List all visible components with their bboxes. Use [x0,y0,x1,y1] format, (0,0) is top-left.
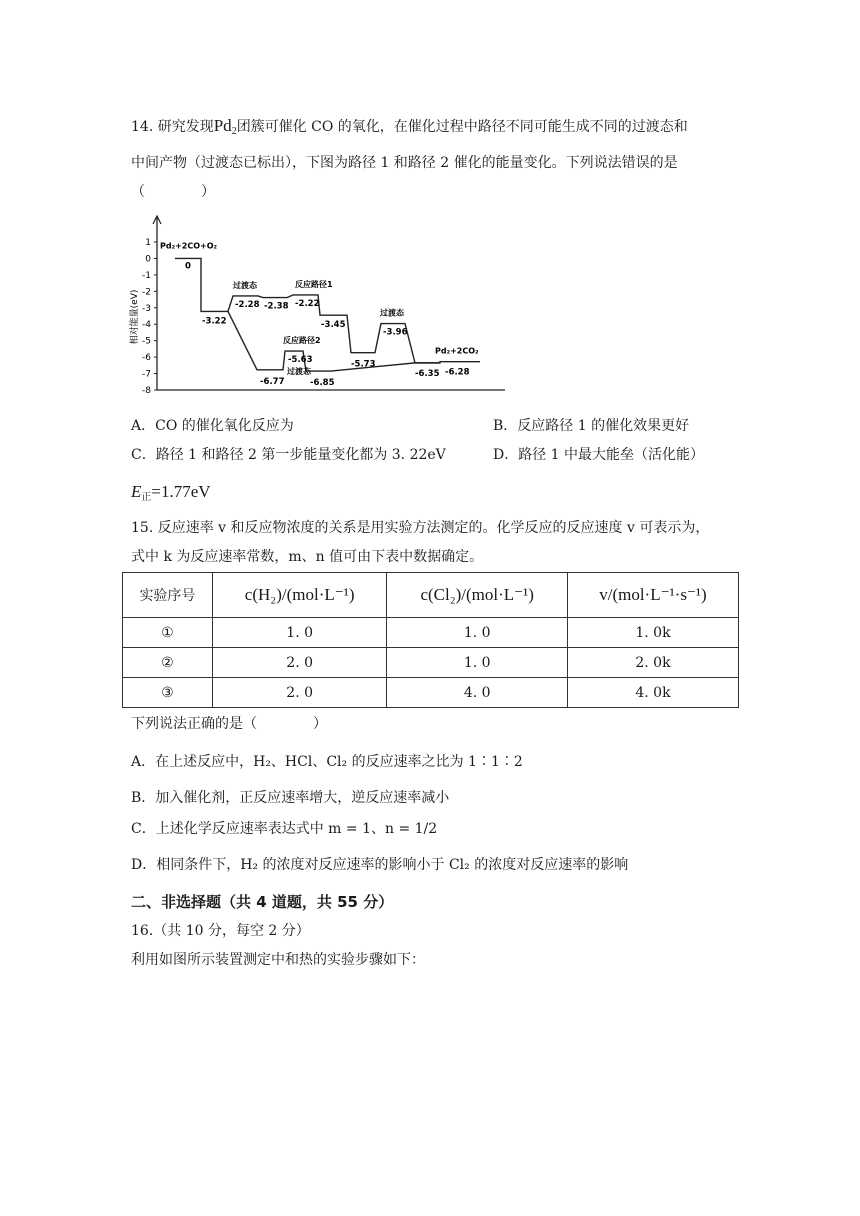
y-tick-label: -6 [142,353,151,364]
table-row [123,618,739,648]
start-label: Pd₂+2CO+O₂ [160,241,218,251]
y-tick-label: -2 [142,287,151,298]
path1-label: 反应路径1 [295,279,333,289]
table-header-cell: 实验序号 [123,573,213,618]
y-tick-label: -8 [142,386,151,396]
y-ticks [142,238,157,396]
level-label: -2.28 [235,299,260,310]
level-label: -2.22 [295,298,320,309]
q14-option-b[interactable]: B．反应路径 1 的催化效果更好 [493,418,690,434]
q14-option-d-cont [131,482,211,508]
q15-intro2: 式中 k 为反应速率常数，m、n 值可由下表中数据确定。 [131,549,484,565]
q14-line2: 中间产物（过渡态已标出），下图为路径 1 和路径 2 催化的能量变化。下列说法错误的是 [131,155,678,171]
table-header-cell: v/(mol·L⁻¹·s⁻¹) [567,573,738,618]
table-cell: ① [123,618,213,648]
q14-option-a[interactable]: A．CO 的催化氧化反应为 [131,418,294,434]
energy-diagram [125,212,510,402]
y-tick-label: -1 [142,270,151,281]
q15-option-d[interactable]: D．相同条件下，H₂ 的浓度对反应速率的影响小于 Cl₂ 的浓度对反应速率的影响 [131,857,629,873]
q14-option-d[interactable]: D．路径 1 中最大能垒（活化能） [493,447,705,463]
level-label: -5.63 [288,355,313,366]
ts-label-1: 过渡态 [233,280,257,290]
q15-option-b[interactable]: B．加入催化剂，正反应速率增大，逆反应速率减小 [131,790,450,806]
table-header-cell: c(H₂)/(mol·L⁻¹) [212,573,387,618]
table-header-row [123,573,739,618]
e-value: =1.77eV [151,482,211,501]
section-heading: 二、非选择题（共 4 道题，共 55 分） [131,893,394,911]
level-label: -3.96 [383,327,408,338]
q14-line1 [131,116,688,142]
table-cell: 1. 0k [567,618,738,648]
q15-option-c[interactable]: C．上述化学反应速率表达式中 m = 1、n = 1/2 [131,821,438,837]
y-axis-label: 相对能量(eV) [130,289,140,345]
level-label: -6.85 [310,378,335,389]
e-symbol: E [131,482,142,501]
y-tick-label: -3 [142,303,151,314]
level-label: -2.38 [264,301,289,312]
q14-option-c[interactable]: C．路径 1 和路径 2 第一步能量变化都为 3. 22eV [131,447,446,463]
table-row [123,678,739,708]
level-label: -6.77 [260,376,285,387]
table-cell: 1. 0 [387,648,568,678]
table-cell: 2. 0 [212,678,387,708]
end-label: Pd₂+2CO₂ [435,346,479,356]
experiment-table [122,572,739,708]
level-label: -3.22 [202,316,227,327]
q16-intro: 利用如图所示装置测定中和热的实验步骤如下： [131,952,425,968]
table-cell: 2. 0k [567,648,738,678]
q14-line1-b: 团簇可催化 CO 的氧化，在催化过程中路径不同可能生成不同的过渡态和 [236,119,688,135]
y-tick-label: -5 [142,336,151,347]
y-tick-label: -7 [142,369,151,380]
ts-label-3: 过渡态 [380,308,404,318]
ts-label-2: 过渡态 [287,367,311,377]
table-header-cell: c(Cl₂)/(mol·L⁻¹) [387,573,568,618]
table-cell: 4. 0 [387,678,568,708]
level-label: -5.73 [351,359,376,370]
table-cell: 4. 0k [567,678,738,708]
e-subscript: 正 [141,492,152,503]
level-label: -3.45 [321,320,346,331]
q15-prompt: 下列说法正确的是（ ） [131,716,327,732]
path2-label: 反应路径2 [283,336,321,346]
table-cell: ② [123,648,213,678]
q14-line1-a: 14. 研究发现 [131,119,214,135]
q15-option-a[interactable]: A．在上述反应中，H₂、HCl、Cl₂ 的反应速率之比为 1∶1∶2 [131,754,523,770]
table-cell: ③ [123,678,213,708]
q14-line3: （ ） [131,184,215,200]
table-cell: 1. 0 [387,618,568,648]
level-label: -6.35 [415,368,440,379]
q16-score: 16.（共 10 分，每空 2 分） [131,923,310,939]
table-row [123,648,739,678]
y-tick-label: -4 [142,320,151,331]
table-cell: 1. 0 [212,618,387,648]
level-label: -6.28 [445,367,470,378]
table-cell: 2. 0 [212,648,387,678]
level-label: 0 [185,261,191,272]
q15-intro1: 15. 反应速率 v 和反应物浓度的关系是用实验方法测定的。化学反应的反应速度 v 可表示为， [131,520,710,536]
pd2-formula: $Pd_2$ [213,116,237,137]
y-tick-label: 0 [145,254,151,265]
y-tick-label: 1 [145,238,151,248]
